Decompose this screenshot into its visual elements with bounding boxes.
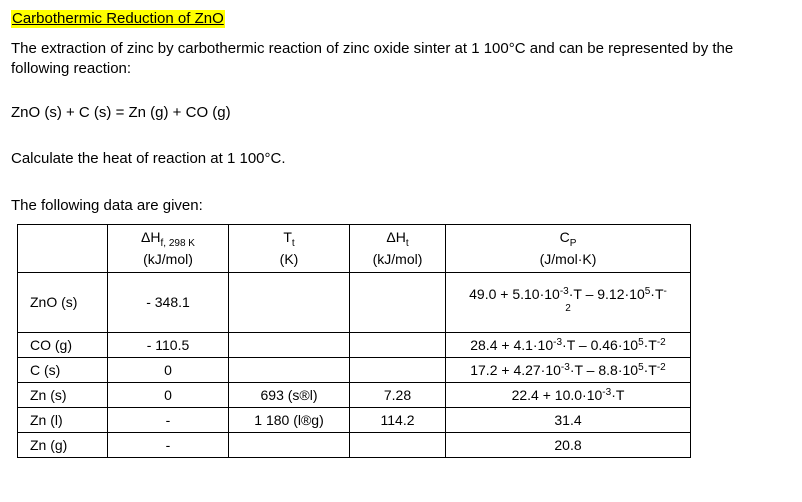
cell-species: Zn (l) — [18, 408, 108, 433]
table-row — [18, 333, 691, 358]
header-dht: $\Delta H_t$ (kJ/mol) — [350, 225, 446, 273]
cell-dhf: - 348.1 — [108, 273, 229, 333]
cell-species: CO (g) — [18, 333, 108, 358]
cell-dht — [350, 433, 446, 458]
cell-dht — [350, 358, 446, 383]
cell-dhf: 0 — [108, 358, 229, 383]
table-row — [18, 433, 691, 458]
cell-dht — [350, 273, 446, 333]
table-row — [18, 408, 691, 433]
cell-cp: $28.4 + 4.1\cdot 10^{-3}\cdot T - 0.46\cdot 10^5\cdot T^{-2}$ — [446, 333, 691, 358]
cell-species: Zn (s) — [18, 383, 108, 408]
cell-cp: 20.8 — [446, 433, 691, 458]
cell-tt — [229, 358, 350, 383]
header-species — [18, 225, 108, 273]
cell-cp: $17.2 + 4.27\cdot 10^{-3}\cdot T - 8.8\cdot 10^5\cdot T^{-2}$ — [446, 358, 691, 383]
table-row — [18, 383, 691, 408]
cell-dht: 114.2 — [350, 408, 446, 433]
table-header-row — [18, 225, 691, 273]
question-text: Calculate the heat of reaction at 1 100°C. — [11, 150, 286, 167]
cell-dht: 7.28 — [350, 383, 446, 408]
table-row — [18, 358, 691, 383]
cell-dhf: - — [108, 408, 229, 433]
cell-cp: 31.4 — [446, 408, 691, 433]
cell-tt — [229, 433, 350, 458]
cell-cp: $49.0 + 5.10\cdot 10^{-3}\cdot T - 9.12\cdot 10^5\cdot T^-$ $^2$ — [446, 273, 691, 333]
given-data-label: The following data are given: — [11, 197, 203, 214]
reaction-equation: ZnO (s) + C (s) = Zn (g) + CO (g) — [11, 104, 231, 121]
thermo-data-table — [17, 224, 691, 458]
cell-dht — [350, 333, 446, 358]
cell-tt — [229, 273, 350, 333]
document-title: Carbothermic Reduction of ZnO — [12, 10, 224, 27]
intro-paragraph: The extraction of zinc by carbothermic reaction of zinc oxide sinter at 1 100°C and can be represented by the following reaction: — [11, 40, 734, 77]
cell-cp: $22.4 + 10.0\cdot 10^{-3}\cdot T$ — [446, 383, 691, 408]
cell-tt: 693 (s®l) — [229, 383, 350, 408]
cell-tt — [229, 333, 350, 358]
cell-dhf: - — [108, 433, 229, 458]
cell-dhf: - 110.5 — [108, 333, 229, 358]
header-dhf: $\Delta H_{f, 298 K}$ (kJ/mol) — [108, 225, 229, 273]
header-cp: $C_P$ (J/mol·K) — [446, 225, 691, 273]
table-row — [18, 273, 691, 333]
cell-dhf: 0 — [108, 383, 229, 408]
cell-species: C (s) — [18, 358, 108, 383]
cell-tt: 1 180 (l®g) — [229, 408, 350, 433]
cell-species: ZnO (s) — [18, 273, 108, 333]
cell-species: Zn (g) — [18, 433, 108, 458]
header-tt: $T_t$ (K) — [229, 225, 350, 273]
